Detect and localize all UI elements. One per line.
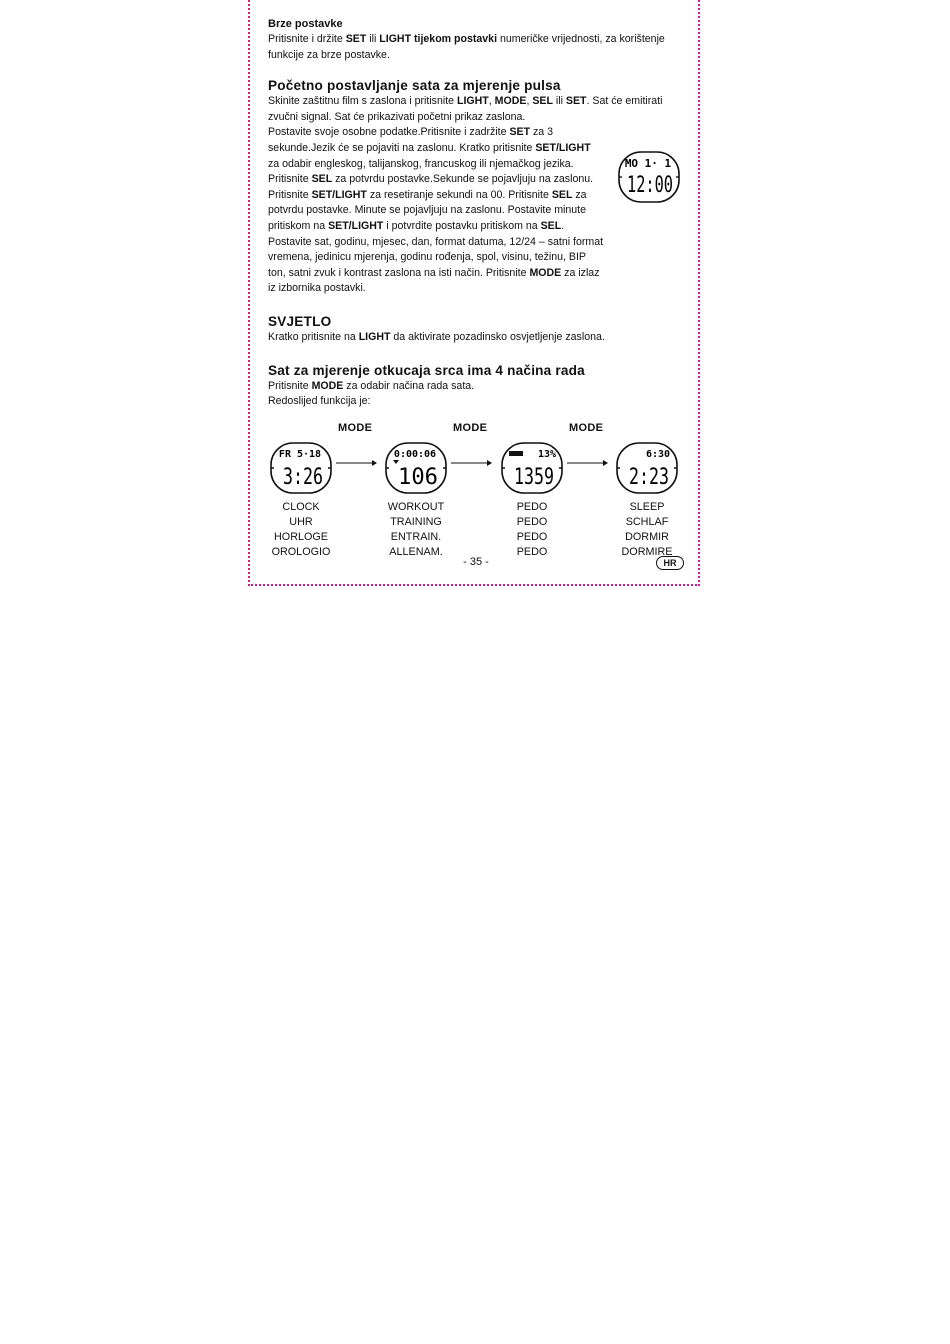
mode-name: ENTRAIN. [390, 530, 442, 543]
mode-names [383, 500, 449, 560]
watch-top-row: FR 5·18 [278, 448, 322, 460]
mode-name: PEDO [516, 515, 548, 528]
mode-name: PEDO [516, 545, 548, 558]
light-text [268, 330, 680, 346]
mode-name: UHR [289, 515, 313, 528]
manual-page [248, 0, 700, 586]
text-run: Kratko pritisnite na [268, 330, 359, 343]
heart-icon [393, 460, 399, 464]
mode-name: TRAINING [390, 515, 442, 528]
text-run: za potvrdu postavke. Minute se pojavljuju na zaslonu. Postavite minute pritiskom na [268, 188, 587, 232]
arrow-right-icon [336, 458, 378, 468]
text-run: za odabir načina rada sata. [343, 379, 475, 392]
keyword: LIGHT tijekom postavki [379, 33, 498, 45]
initial-setup-block [268, 125, 680, 297]
watch-top-row: MO 1· 1 [624, 157, 672, 171]
watch-display-icon [501, 440, 563, 496]
text-run: Skinite zaštitnu film s zaslona i pritisnite [268, 95, 457, 108]
text-run: , [488, 95, 495, 108]
keyword: SET [509, 126, 531, 139]
keyword: SEL [551, 188, 573, 201]
mode-label: MODE [453, 421, 488, 434]
quick-settings-heading: Brze postavke [268, 18, 343, 30]
modes-heading: Sat za mjerenje otkucaja srca ima 4 načina rada [268, 362, 585, 378]
watch-main-value: 2:23 [629, 464, 669, 490]
watch-main-value: 106 [398, 464, 438, 490]
keyword: SEL [540, 219, 562, 232]
mode-item [268, 440, 334, 560]
light-heading: SVJETLO [268, 313, 332, 329]
arrow-right-icon [451, 458, 493, 468]
mode-item [383, 440, 449, 560]
arrow-right-icon [567, 458, 609, 468]
initial-setup-intro [268, 94, 680, 125]
text-run: za resetiranje sekundi na 00. Pritisnite [366, 188, 552, 201]
modes-diagram [268, 422, 680, 576]
quick-settings-text [268, 32, 680, 63]
page-number: - 35 - [463, 556, 489, 568]
text-run: ili [552, 95, 566, 108]
text-run: . Postavite sat, godinu, mjesec, dan, format datuma, 12/24 – satni format vremena, jedinicu mjerenja, godinu rođenja, spol, visinu, težinu, BIP ton, satni zvuk i kontrast zaslona na isti način. Pritisnite [268, 219, 604, 279]
mode-names [268, 500, 334, 560]
keyword: SEL [311, 173, 333, 186]
mode-name: PEDO [516, 530, 548, 543]
keyword: MODE [494, 95, 527, 108]
mode-name: ALLENAM. [389, 545, 443, 558]
page-content [268, 17, 680, 576]
mode-name: SLEEP [629, 500, 665, 513]
mode-names [614, 500, 680, 560]
text-run: Pritisnite i držite [268, 33, 346, 45]
keyword: SET [345, 33, 367, 45]
initial-setup-heading: Početno postavljanje sata za mjerenje pulsa [268, 78, 561, 94]
battery-icon [509, 451, 523, 456]
mode-name: WORKOUT [387, 500, 445, 513]
watch-top-row: 13% [537, 448, 557, 460]
initial-setup-text [268, 125, 604, 297]
watch-display-icon [270, 440, 332, 496]
text-run: za 3 sekunde.Jezik će se pojaviti na zaslonu. Kratko pritisnite [268, 126, 554, 154]
mode-item [499, 440, 565, 560]
watch-display-icon [616, 440, 678, 496]
keyword: SET/LIGHT [535, 141, 591, 154]
text-run: , [526, 95, 533, 108]
watch-main-time: 12:00 [627, 173, 673, 199]
text-run: . Sat će emitirati zvučni signal. Sat će prikazivati početni prikaz zaslona. [268, 95, 663, 123]
mode-name: DORMIR [625, 530, 669, 543]
modes-order-text: Redoslijed funkcija je: [268, 395, 371, 408]
mode-name: DORMIRE [621, 545, 673, 558]
watch-display-icon [618, 149, 680, 205]
mode-label: MODE [569, 421, 604, 434]
text-run: za odabir engleskog, talijanskog, francuskog ili njemačkog jezika. Pritisnite [268, 157, 574, 186]
text-run: za izlaz iz izbornika postavki. [268, 266, 600, 295]
text-run: za potvrdu postavke.Sekunde se pojavljuju na zaslonu. Pritisnite [268, 173, 594, 201]
mode-label: MODE [338, 421, 373, 434]
keyword: LIGHT [358, 330, 391, 343]
text-run: Pritisnite [268, 379, 312, 392]
keyword: SET [565, 95, 587, 108]
keyword: MODE [311, 379, 344, 392]
mode-item [614, 440, 680, 560]
country-badge: HR [656, 556, 684, 570]
mode-name: PEDO [516, 500, 548, 513]
text-run: ili [366, 33, 380, 45]
keyword: SET/LIGHT [328, 219, 384, 232]
text-run: Postavite svoje osobne podatke.Pritisnite i zadržite [268, 126, 510, 139]
mode-names [499, 500, 565, 560]
watch-main-value: 3:26 [283, 464, 323, 490]
keyword: SEL [532, 95, 553, 108]
watch-display-icon [385, 440, 447, 496]
modes-text [268, 379, 680, 395]
text-run: i potvrdite postavku pritiskom na [383, 219, 541, 232]
watch-main-value: 1359 [514, 464, 554, 490]
keyword: SET/LIGHT [311, 188, 367, 201]
mode-name: SCHLAF [625, 515, 669, 528]
watch-top-row: 6:30 [645, 448, 671, 460]
keyword: LIGHT [457, 95, 489, 108]
mode-name: HORLOGE [274, 530, 328, 543]
text-run: da aktivirate pozadinsko osvjetljenje zaslona. [390, 330, 605, 343]
mode-name: OROLOGIO [271, 545, 331, 558]
text-run: numeričke vrijednosti, za korištenje funkcije za brze postavke. [268, 33, 665, 61]
keyword: MODE [529, 266, 562, 279]
mode-name: CLOCK [282, 500, 320, 513]
watch-top-row: 0:00:06 [393, 448, 437, 460]
